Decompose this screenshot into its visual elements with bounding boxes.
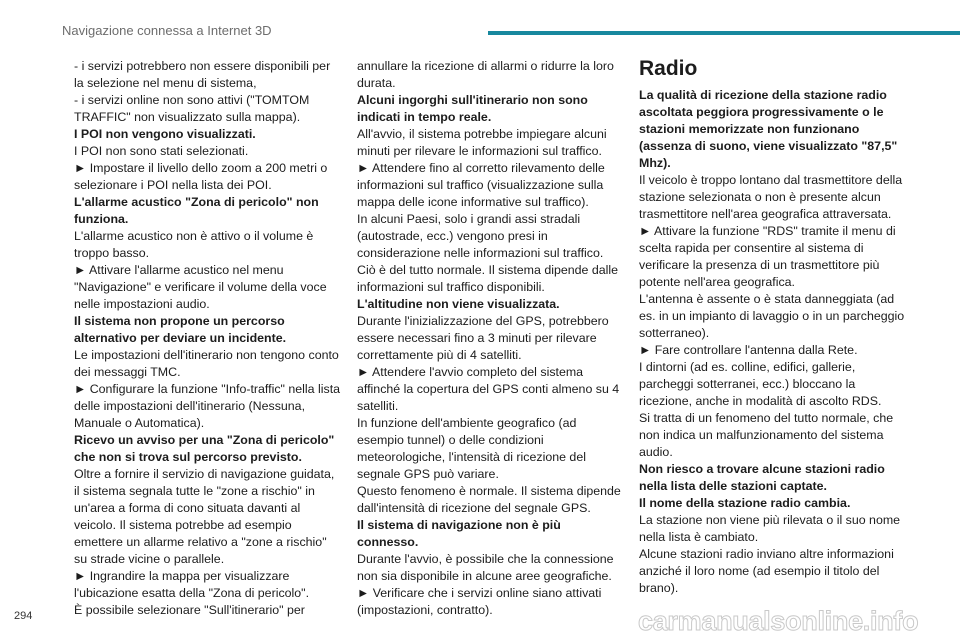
body-paragraph: - i servizi potrebbero non essere disponibili per la selezione nel menu di sistema,	[74, 59, 331, 90]
body-paragraph: ► Attendere l'avvio completo del sistema affinché la copertura del GPS conti almeno su 4 satelliti.	[357, 365, 620, 413]
body-paragraph: ► Attivare l'allarme acustico nel menu "Navigazione" e verificare il volume della voce nelle impostazioni audio.	[74, 263, 327, 311]
bold-heading-paragraph: Il sistema non propone un percorso alternativo per deviare un incidente.	[74, 314, 287, 345]
bold-heading-paragraph: Alcuni ingorghi sull'itinerario non sono indicati in tempo reale.	[357, 93, 588, 124]
body-paragraph: ► Ingrandire la mappa per visualizzare l'ubicazione esatta della "Zona di pericolo".	[74, 569, 310, 600]
section-title-radio: Radio	[639, 57, 698, 80]
body-paragraph: All'avvio, il sistema potrebbe impiegare alcuni minuti per rilevare le informazioni sul traffico.	[357, 127, 607, 158]
body-paragraph: Durante l'inizializzazione del GPS, potrebbero essere necessari fino a 3 minuti per rilevare correttamente più di 4 satelliti.	[357, 314, 609, 362]
body-paragraph: Alcune stazioni radio inviano altre informazioni anziché il loro nome (ad esempio il titolo del brano).	[639, 547, 894, 595]
body-paragraph: Si tratta di un fenomeno del tutto normale, che non indica un malfunzionamento del sistema audio.	[639, 411, 894, 459]
body-paragraph: È possibile selezionare "Sull'itinerario" per	[74, 603, 305, 617]
bold-heading-paragraph: Il sistema di navigazione non è più connesso.	[357, 518, 561, 549]
body-paragraph: Questo fenomeno è normale. Il sistema dipende dall'intensità di ricezione del segnale GPS.	[357, 484, 621, 515]
bold-heading-paragraph: La qualità di ricezione della stazione radio ascoltata peggiora progressivamente o le stazioni memorizzate non funzionano (assenza di suono, viene visualizzato "87,5" Mhz).	[639, 88, 898, 170]
body-paragraph: - i servizi online non sono attivi ("TOMTOM TRAFFIC" non visualizzato sulla mappa).	[74, 93, 310, 124]
text-column-2	[357, 58, 625, 619]
text-column-3	[639, 56, 909, 597]
radio-section-body	[639, 87, 909, 597]
body-paragraph: ► Attivare la funzione "RDS" tramite il menu di scelta rapida per consentire al sistema di verificare la presenza di un trasmettitore più potente nell'area geografica.	[639, 224, 896, 289]
body-paragraph: annullare la ricezione di allarmi o ridurre la loro durata.	[357, 59, 614, 90]
bold-heading-paragraph: L'allarme acustico "Zona di pericolo" non funziona.	[74, 195, 319, 226]
svg-text:carmanualsonline.info: carmanualsonline.info	[638, 606, 919, 636]
bold-heading-paragraph: Ricevo un avviso per una "Zona di pericolo" che non si trova sul percorso previsto.	[74, 433, 335, 464]
body-paragraph: Ciò è del tutto normale. Il sistema dipende dalle informazioni sul traffico disponibili.	[357, 263, 619, 294]
body-paragraph: In funzione dell'ambiente geografico (ad esempio tunnel) o delle condizioni meteorologiche, l'intensità di ricezione del segnale GPS può variare.	[357, 416, 586, 481]
bold-heading-paragraph: Non riesco a trovare alcune stazioni radio nella lista delle stazioni captate.	[639, 462, 885, 493]
body-paragraph: Durante l'avvio, è possibile che la connessione non sia disponibile in alcune aree geografiche.	[357, 552, 614, 583]
body-paragraph: ► Fare controllare l'antenna dalla Rete.	[639, 343, 858, 357]
body-paragraph: Oltre a fornire il servizio di navigazione guidata, il sistema segnala tutte le "zone a rischio" in un'area a forma di cono situata davanti al veicolo. Il sistema potrebbe ad esempio emettere un allarme relativo a "zone a rischio" su strade vicine o parallele.	[74, 467, 335, 566]
page-number: 294	[14, 610, 33, 622]
body-paragraph: I POI non sono stati selezionati.	[74, 144, 249, 158]
body-paragraph: ► Verificare che i servizi online siano attivati (impostazioni, contratto).	[357, 586, 602, 617]
body-paragraph: L'antenna è assente o è stata danneggiata (ad es. in un impianto di lavaggio o in un parcheggio sotterraneo).	[639, 292, 905, 340]
watermark-logo	[638, 606, 958, 636]
bold-heading-paragraph: Il nome della stazione radio cambia.	[639, 496, 851, 510]
header-accent-bar	[488, 31, 960, 35]
body-paragraph: L'allarme acustico non è attivo o il volume è troppo basso.	[74, 229, 314, 260]
body-paragraph: La stazione non viene più rilevata o il suo nome nella lista è cambiato.	[639, 513, 901, 544]
body-paragraph: ► Impostare il livello dello zoom a 200 metri o selezionare i POI nella lista dei POI.	[74, 161, 328, 192]
body-paragraph: Il veicolo è troppo lontano dal trasmettitore della stazione selezionata o non è presente alcun trasmettitore nell'area geografica attraversata.	[639, 173, 903, 221]
running-header-title: Navigazione connessa a Internet 3D	[62, 23, 272, 38]
bold-heading-paragraph: L'altitudine non viene visualizzata.	[357, 297, 560, 311]
body-paragraph: I dintorni (ad es. colline, edifici, gallerie, parcheggi sotterranei, ecc.) bloccano la ricezione, anche in modalità di ascolto RDS.	[639, 360, 882, 408]
body-paragraph: ► Attendere fino al corretto rilevamento delle informazioni sul traffico (visualizzazione sulla mappa delle icone informative sul traffico).	[357, 161, 605, 209]
bold-heading-paragraph: I POI non vengono visualizzati.	[74, 127, 256, 141]
body-paragraph: ► Configurare la funzione "Info-traffic" nella lista delle impostazioni dell'itinerario (Nessuna, Manuale o Automatica).	[74, 382, 341, 430]
text-column-1	[74, 58, 342, 619]
body-paragraph: In alcuni Paesi, solo i grandi assi stradali (autostrade, ecc.) vengono presi in considerazione nelle informazioni sul traffico.	[357, 212, 604, 260]
body-paragraph: Le impostazioni dell'itinerario non tengono conto dei messaggi TMC.	[74, 348, 339, 379]
